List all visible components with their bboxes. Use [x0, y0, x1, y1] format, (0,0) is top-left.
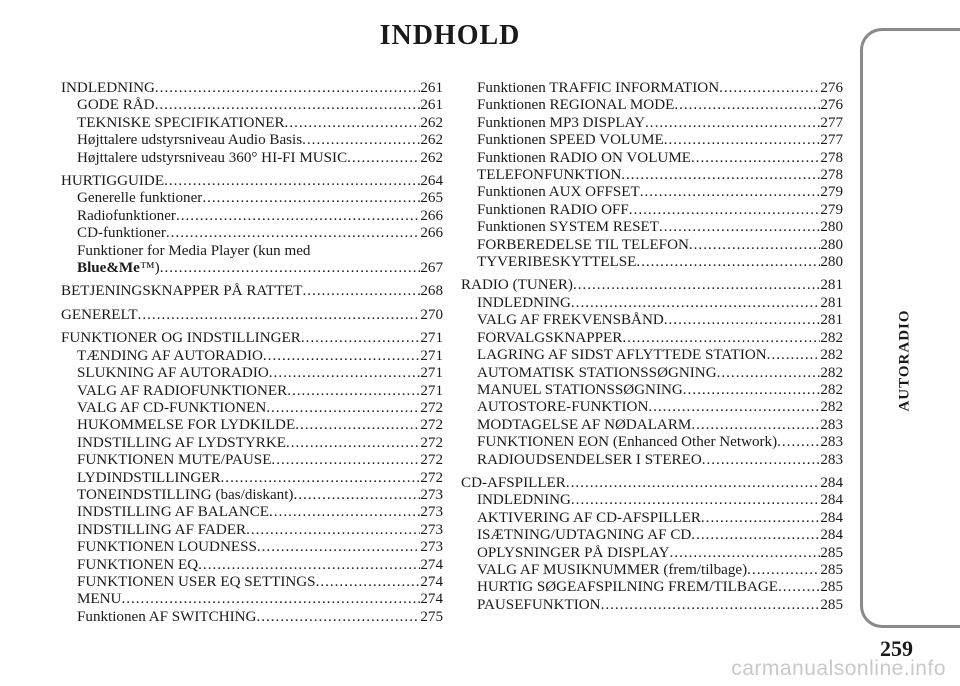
- toc-left-column: [61, 80, 443, 632]
- toc-section-heading[interactable]: [461, 475, 843, 492]
- toc-entry[interactable]: [61, 591, 443, 608]
- toc-entry-label: GODE RÅD: [77, 97, 155, 114]
- toc-entry-label: Generelle funktioner: [77, 190, 203, 207]
- toc-entry-page: 283: [820, 416, 843, 433]
- toc-entry[interactable]: [61, 609, 443, 626]
- dot-leader: [701, 510, 820, 527]
- toc-entry[interactable]: [61, 150, 443, 167]
- toc-entry-page: 266: [420, 207, 443, 224]
- toc-entry[interactable]: [61, 225, 443, 242]
- dot-leader: [566, 475, 821, 492]
- dot-leader: [257, 539, 420, 556]
- toc-entry-page: 283: [820, 434, 843, 451]
- toc-section-heading[interactable]: [61, 173, 443, 190]
- toc-entry-page: 284: [820, 492, 843, 509]
- toc-entry[interactable]: [461, 219, 843, 236]
- toc-right-column: [461, 80, 843, 620]
- toc-entry-label: SLUKNING AF AUTORADIO: [77, 365, 269, 382]
- toc-entry[interactable]: [461, 527, 843, 544]
- dot-leader: [293, 487, 420, 504]
- toc-entry-label: HURTIGGUIDE: [61, 173, 165, 190]
- page-title: INDHOLD: [379, 20, 521, 51]
- dot-leader: [164, 173, 420, 190]
- toc-entry-label: MENU: [77, 591, 122, 608]
- toc-entry-label: Funktionen AUX OFFSET: [477, 184, 640, 201]
- toc-section-heading[interactable]: [61, 307, 443, 324]
- toc-entry-page: 281: [820, 312, 843, 329]
- toc-entry-label: [77, 260, 160, 277]
- dot-leader: [221, 470, 421, 487]
- toc-entry-label: INDLEDNING: [477, 294, 571, 311]
- dot-leader: [287, 383, 420, 400]
- toc-entry[interactable]: [461, 417, 843, 434]
- toc-entry[interactable]: [461, 492, 843, 509]
- toc-entry[interactable]: [61, 452, 443, 469]
- toc-entry-page: 275: [420, 608, 443, 625]
- toc-entry[interactable]: [61, 504, 443, 521]
- toc-entry-page: 274: [420, 556, 443, 573]
- toc-entry[interactable]: [461, 115, 843, 132]
- toc-entry[interactable]: [61, 115, 443, 132]
- toc-entry-label: CD-AFSPILLER: [461, 474, 566, 491]
- toc-entry-page: 272: [420, 417, 443, 434]
- toc-entry-label: FUNKTIONEN MUTE/PAUSE: [77, 452, 272, 469]
- toc-entry-label: VALG AF CD-FUNKTIONEN: [77, 399, 267, 416]
- toc-entry-label: LYDINDSTILLINGER: [77, 469, 221, 486]
- toc-entry-page: 272: [420, 399, 443, 416]
- toc-entry-page: 284: [820, 509, 843, 526]
- toc-section: [61, 307, 443, 324]
- toc-entry-page: 273: [420, 504, 443, 521]
- toc-entry-page: 282: [820, 381, 843, 398]
- dot-leader: [778, 579, 820, 596]
- toc-entry[interactable]: [61, 348, 443, 365]
- toc-entry[interactable]: [461, 510, 843, 527]
- toc-entry-label: INDLEDNING: [61, 80, 155, 96]
- brand-name: Blue&Me: [77, 260, 140, 277]
- toc-entry[interactable]: [461, 97, 843, 114]
- toc-section: [61, 330, 443, 626]
- toc-entry-label: Funktionen AF SWITCHING: [77, 608, 257, 625]
- toc-entry-page: 265: [420, 190, 443, 207]
- dot-leader: [176, 208, 420, 225]
- section-tab-label: [895, 300, 915, 420]
- toc-entry[interactable]: [61, 190, 443, 207]
- dot-leader: [573, 277, 820, 294]
- toc-entry-label: Funktionen MP3 DISPLAY: [477, 114, 646, 131]
- toc-entry[interactable]: [61, 260, 443, 277]
- dot-leader: [271, 452, 420, 469]
- toc-entry-page: 261: [420, 97, 443, 114]
- toc-entry-page: 273: [420, 486, 443, 503]
- dot-leader: [674, 97, 820, 114]
- toc-entry-page: 278: [820, 167, 843, 184]
- toc-entry[interactable]: [61, 132, 443, 149]
- dot-leader: [286, 435, 420, 452]
- dot-leader: [767, 347, 821, 364]
- toc-entry-label: FORBEREDELSE TIL TELEFON: [477, 236, 689, 253]
- toc-entry-page: 285: [820, 596, 843, 613]
- dot-leader: [301, 330, 421, 347]
- label-suffix: ™): [139, 260, 160, 277]
- toc-entry-page: 276: [820, 80, 843, 96]
- toc-entry-page: 262: [420, 132, 443, 149]
- toc-entry-label: Funktionen SYSTEM RESET: [477, 219, 659, 236]
- toc-entry-label: Funktionen REGIONAL MODE: [477, 97, 675, 114]
- page-number: 259: [880, 636, 913, 661]
- toc-entry-label: INDLEDNING: [477, 492, 571, 509]
- dot-leader: [621, 167, 820, 184]
- toc-entry[interactable]: [61, 400, 443, 417]
- dot-leader: [640, 184, 821, 201]
- toc-entry-page: 277: [820, 114, 843, 131]
- dot-leader: [269, 365, 421, 382]
- toc-entry-page: 280: [820, 254, 843, 271]
- toc-section-heading[interactable]: [61, 283, 443, 300]
- toc-entry-label: TEKNISKE SPECIFIKATIONER: [77, 114, 285, 131]
- toc-entry[interactable]: [461, 167, 843, 184]
- dot-leader: [202, 190, 420, 207]
- dot-leader: [664, 132, 821, 149]
- toc-entry-label: Højttalere udstyrsniveau 360° HI-FI MUSIC: [77, 149, 348, 166]
- toc-section: [61, 80, 443, 167]
- toc-entry-page: 283: [820, 451, 843, 468]
- toc-entry[interactable]: [461, 150, 843, 167]
- toc-entry-label: VALG AF FREKVENSBÅND: [477, 312, 664, 329]
- toc-entry[interactable]: [461, 184, 843, 201]
- toc-section: [61, 173, 443, 277]
- toc-entry-page: 273: [420, 521, 443, 538]
- toc-entry-page: 285: [820, 579, 843, 596]
- toc-entry-multiline-label: Funktioner for Media Player (kun med: [77, 242, 311, 259]
- toc-entry-page: 262: [420, 114, 443, 131]
- dot-leader: [303, 283, 421, 300]
- dot-leader: [571, 492, 820, 509]
- section-tab-text: AUTORADIO: [896, 308, 913, 412]
- toc-section-heading[interactable]: [61, 80, 443, 97]
- dot-leader: [689, 237, 820, 254]
- toc-entry[interactable]: [461, 312, 843, 329]
- toc-entry-label: Funktionen RADIO OFF: [477, 201, 629, 218]
- dot-leader: [571, 295, 820, 312]
- toc-entry-page: 277: [820, 132, 843, 149]
- toc-entry-label: TÆNDING AF AUTORADIO: [77, 347, 263, 364]
- dot-leader: [622, 330, 820, 347]
- dot-leader: [246, 522, 420, 539]
- dot-leader: [285, 115, 421, 132]
- dot-leader: [263, 348, 420, 365]
- toc-section: [461, 475, 843, 614]
- toc-entry[interactable]: [461, 399, 843, 416]
- toc-entry-label: INDSTILLING AF BALANCE: [77, 504, 270, 521]
- toc-entry-page: 271: [420, 347, 443, 364]
- toc-entry-page: 274: [420, 573, 443, 590]
- toc-entry-page: 274: [420, 591, 443, 608]
- dot-leader: [269, 504, 420, 521]
- toc-entry-label: INDSTILLING AF LYDSTYRKE: [77, 434, 286, 451]
- dot-leader: [691, 527, 820, 544]
- toc-entry-label: FUNKTIONEN LOUDNESS: [77, 539, 257, 556]
- dot-leader: [155, 97, 421, 114]
- toc-entry-page: 284: [820, 474, 843, 491]
- toc-entry-label: FUNKTIONEN EON (Enhanced Other Network): [477, 434, 778, 451]
- toc-entry[interactable]: [461, 382, 843, 399]
- toc-entry-page: 261: [420, 80, 443, 96]
- toc-entry[interactable]: [461, 562, 843, 579]
- toc-entry[interactable]: [61, 208, 443, 225]
- toc-entry-page: 272: [420, 452, 443, 469]
- toc-entry[interactable]: [61, 487, 443, 504]
- dot-leader: [601, 597, 821, 614]
- dot-leader: [138, 307, 421, 324]
- toc-entry-page: 272: [420, 469, 443, 486]
- toc-entry-label: Radiofunktioner: [77, 207, 176, 224]
- toc-entry-label: ISÆTNING/UDTAGNING AF CD: [477, 527, 692, 544]
- toc-entry-page: 282: [820, 364, 843, 381]
- dot-leader: [266, 400, 420, 417]
- toc-entry-page: 268: [420, 283, 443, 300]
- toc-entry-label: RADIOUDSENDELSER I STEREO: [477, 451, 702, 468]
- toc-entry[interactable]: [61, 539, 443, 556]
- toc-entry[interactable]: [461, 579, 843, 596]
- toc-entry-page: 262: [420, 149, 443, 166]
- toc-entry[interactable]: [461, 330, 843, 347]
- toc-entry-label: Funktionen TRAFFIC INFORMATION: [477, 80, 720, 96]
- dot-leader: [670, 545, 821, 562]
- toc-entry-label: PAUSEFUNKTION: [477, 596, 601, 613]
- toc-entry-label: MODTAGELSE AF NØDALARM: [477, 416, 692, 433]
- toc-entry-label: GENERELT: [61, 306, 138, 323]
- toc-entry[interactable]: [61, 97, 443, 114]
- toc-entry-label: Funktionen SPEED VOLUME: [477, 132, 664, 149]
- dot-leader: [295, 417, 420, 434]
- toc-entry-label: VALG AF MUSIKNUMMER (frem/tilbage): [477, 561, 748, 578]
- toc-entry-label: MANUEL STATIONSSØGNING: [477, 381, 683, 398]
- toc-entry-label: INDSTILLING AF FADER: [77, 521, 247, 538]
- dot-leader: [166, 225, 420, 242]
- toc-entry-page: 285: [820, 561, 843, 578]
- toc-entry-label: AKTIVERING AF CD-AFSPILLER: [477, 509, 701, 526]
- dot-leader: [691, 417, 820, 434]
- watermark: carmanualsonline.info: [731, 657, 946, 680]
- toc-entry-page: 282: [820, 329, 843, 346]
- toc-entry-label: CD-funktioner: [77, 225, 166, 242]
- toc-entry[interactable]: [461, 237, 843, 254]
- toc-entry[interactable]: [461, 597, 843, 614]
- dot-leader: [636, 254, 820, 271]
- toc-entry-page: 271: [420, 330, 443, 347]
- dot-leader: [198, 557, 420, 574]
- toc-entry-page: 285: [820, 544, 843, 561]
- toc-section: [461, 277, 843, 468]
- toc-entry[interactable]: [461, 80, 843, 97]
- dot-leader: [659, 219, 820, 236]
- toc-entry-label: FUNKTIONEN EQ: [77, 556, 199, 573]
- toc-section: [61, 283, 443, 300]
- toc-entry[interactable]: [461, 434, 843, 451]
- toc-entry[interactable]: [461, 295, 843, 312]
- toc-entry[interactable]: [461, 202, 843, 219]
- toc-entry-label: Højttalere udstyrsniveau Audio Basis: [77, 132, 303, 149]
- dot-leader: [629, 202, 821, 219]
- toc-entry-label: Funktionen RADIO ON VOLUME: [477, 149, 691, 166]
- toc-entry-label: HURTIG SØGEAFSPILNING FREM/TILBAGE: [477, 579, 778, 596]
- toc-section: [461, 80, 843, 271]
- toc-entry[interactable]: [461, 254, 843, 271]
- toc-entry-page: 266: [420, 225, 443, 242]
- dot-leader: [347, 150, 420, 167]
- toc-entry[interactable]: [461, 365, 843, 382]
- toc-entry-label: RADIO (TUNER): [461, 277, 573, 294]
- dot-leader: [683, 382, 821, 399]
- toc-entry-label: VALG AF RADIOFUNKTIONER: [77, 382, 288, 399]
- dot-leader: [302, 132, 420, 149]
- toc-entry-page: 279: [820, 201, 843, 218]
- toc-entry-page: 280: [820, 219, 843, 236]
- toc-entry-page: 276: [820, 97, 843, 114]
- toc-entry[interactable]: [61, 557, 443, 574]
- toc-section-heading[interactable]: [461, 277, 843, 294]
- toc-entry-label: LAGRING AF SIDST AFLYTTEDE STATION: [477, 347, 767, 364]
- toc-section-heading[interactable]: [61, 330, 443, 347]
- toc-entry-page: 279: [820, 184, 843, 201]
- dot-leader: [747, 562, 820, 579]
- toc-entry-page: 272: [420, 434, 443, 451]
- toc-entry-label: TELEFONFUNKTION: [477, 167, 622, 184]
- toc-entry-page: 271: [420, 382, 443, 399]
- toc-entry[interactable]: [61, 417, 443, 434]
- toc-entry-label: FUNKTIONEN USER EQ SETTINGS: [77, 573, 316, 590]
- toc-entry-page: 281: [820, 277, 843, 294]
- toc-entry[interactable]: [61, 574, 443, 591]
- toc-entry-label: TONEINDSTILLING (bas/diskant): [77, 486, 294, 503]
- toc-entry-label: AUTOMATISK STATIONSSØGNING: [477, 364, 717, 381]
- toc-entry[interactable]: [461, 132, 843, 149]
- dot-leader: [160, 260, 421, 277]
- toc-entry-page: 281: [820, 294, 843, 311]
- toc-entry-label: OPLYSNINGER PÅ DISPLAY: [477, 544, 670, 561]
- toc-entry[interactable]: [61, 522, 443, 539]
- toc-entry[interactable]: [61, 435, 443, 452]
- toc-entry-page: 264: [420, 173, 443, 190]
- dot-leader: [316, 574, 421, 591]
- dot-leader: [121, 591, 420, 608]
- toc-entry-page: 267: [420, 260, 443, 277]
- toc-entry[interactable]: [61, 365, 443, 382]
- toc-entry-page: 280: [820, 236, 843, 253]
- toc-entry-label: HUKOMMELSE FOR LYDKILDE: [77, 417, 296, 434]
- toc-entry-label: BETJENINGSKNAPPER PÅ RATTET: [61, 283, 303, 300]
- toc-entry[interactable]: [461, 452, 843, 469]
- dot-leader: [664, 312, 821, 329]
- toc-entry[interactable]: [61, 470, 443, 487]
- dot-leader: [777, 434, 820, 451]
- dot-leader: [648, 399, 820, 416]
- toc-entry-page: 273: [420, 539, 443, 556]
- toc-entry-label: FUNKTIONER OG INDSTILLINGER: [61, 330, 301, 347]
- dot-leader: [155, 80, 420, 97]
- dot-leader: [702, 452, 821, 469]
- toc-entry[interactable]: [461, 545, 843, 562]
- dot-leader: [256, 609, 420, 626]
- toc-entry-page: 270: [420, 306, 443, 323]
- dot-leader: [719, 80, 820, 97]
- toc-entry[interactable]: [461, 347, 843, 364]
- toc-entry-label: FORVALGSKNAPPER: [477, 329, 623, 346]
- toc-entry-page: 271: [420, 365, 443, 382]
- toc-entry[interactable]: [61, 383, 443, 400]
- dot-leader: [645, 115, 820, 132]
- toc-entry-page: 284: [820, 527, 843, 544]
- toc-entry-label: TYVERIBESKYTTELSE: [477, 254, 637, 271]
- dot-leader: [717, 365, 821, 382]
- toc-entry-page: 282: [820, 347, 843, 364]
- dot-leader: [691, 150, 820, 167]
- toc-entry-page: 278: [820, 149, 843, 166]
- toc-entry-label: AUTOSTORE-FUNKTION: [477, 399, 649, 416]
- toc-entry-page: 282: [820, 399, 843, 416]
